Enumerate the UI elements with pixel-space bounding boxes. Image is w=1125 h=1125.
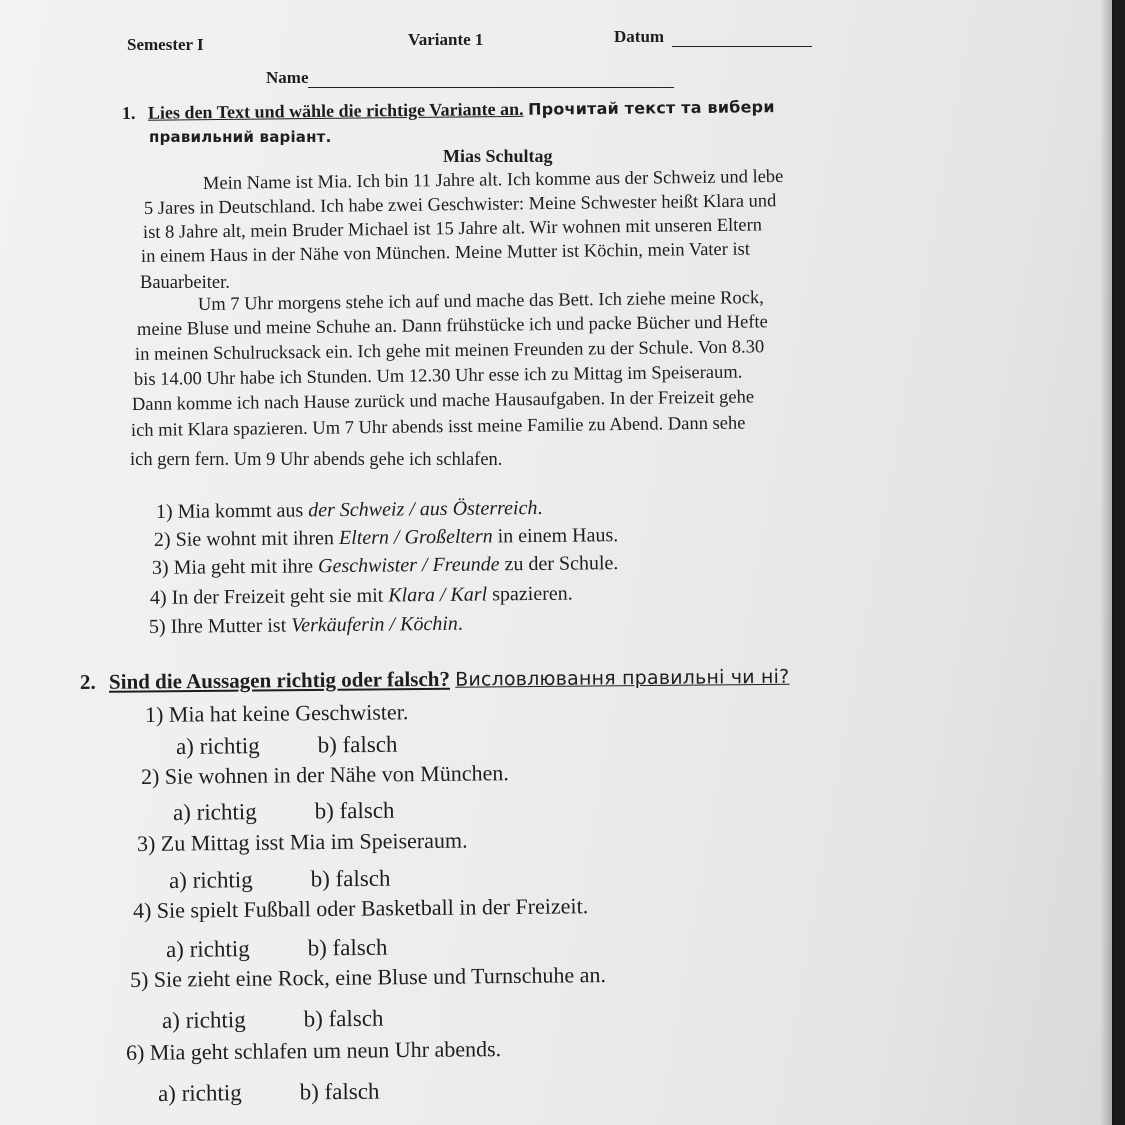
task1-question — [154, 524, 618, 552]
story-line: Um 7 Uhr morgens stehe ich auf und mache das Bett. Ich ziehe meine Rock, — [197, 288, 764, 315]
statement-number: 3) — [136, 830, 156, 856]
name-label: Name — [266, 68, 309, 87]
answer-options[interactable]: der Schweiz / aus Österreich — [308, 497, 538, 522]
question-number: 1) — [155, 500, 173, 523]
task2-statement — [141, 760, 509, 790]
task1-instruction-de: Lies den Text und wähle die richtige Variante an. — [147, 98, 524, 123]
statement-number: 4) — [132, 897, 152, 923]
answer-options[interactable]: Verkäuferin / Köchin — [291, 612, 458, 637]
task2-statement — [130, 962, 606, 993]
task1-instruction — [122, 96, 775, 124]
statement-text: Mia hat keine Geschwister. — [168, 699, 409, 727]
name-blank-line[interactable] — [308, 87, 674, 88]
task1-question — [149, 613, 463, 639]
task2-instruction-ua: Висловлювання правильні чи ні? — [455, 665, 790, 691]
option-falsch[interactable]: b) falsch — [303, 1005, 384, 1032]
question-text: Mia geht mit ihre — [173, 555, 319, 579]
question-number: 5) — [148, 615, 166, 638]
question-text-end: spazieren. — [487, 582, 573, 606]
statement-text: Sie wohnen in der Nähe von München. — [164, 760, 509, 789]
task1-instruction-ua-cont: правильний варіант. — [149, 128, 332, 146]
date-label: Datum — [614, 27, 665, 46]
option-richtig[interactable]: a) richtig — [168, 867, 253, 893]
story-line: Mein Name ist Mia. Ich bin 11 Jahre alt. Ich komme aus der Schweiz und lebe — [202, 166, 784, 194]
question-text-end: . — [537, 496, 543, 520]
statement-text: Sie spielt Fußball oder Basketball in der Freizeit. — [156, 893, 589, 923]
statement-number: 1) — [144, 701, 164, 727]
statement-number: 2) — [140, 763, 160, 789]
task1-question — [156, 497, 543, 524]
story-line: in meinen Schulrucksack ein. Ich gehe mit meinen Freunden zu der Schule. Von 8.30 — [134, 337, 765, 365]
task2-instruction-de: Sind die Aussagen richtig oder falsch? — [108, 666, 451, 694]
answer-options[interactable]: Eltern / Großeltern — [338, 525, 493, 550]
question-text-end: . — [457, 612, 463, 635]
question-text: Mia kommt aus — [177, 499, 309, 523]
question-text: Sie wohnt mit ihren — [175, 527, 340, 551]
answer-choices — [158, 1079, 380, 1107]
story-line: bis 14.00 Uhr habe ich Stunden. Um 12.30 Uhr esse ich zu Mittag im Speiseraum. — [133, 362, 743, 390]
story-line: meine Bluse und meine Schuhe an. Dann frühstücke ich und packe Bücher und Hefte — [136, 312, 768, 340]
task1-instruction-ua: Прочитай текст та вибери — [527, 97, 775, 119]
semester-label: Semester I — [127, 35, 204, 54]
task2-number: 2. — [79, 669, 96, 694]
statement-text: Zu Mittag isst Mia im Speiseraum. — [160, 827, 468, 856]
option-richtig[interactable]: a) richtig — [175, 733, 260, 759]
story-line: Bauarbeiter. — [140, 273, 230, 293]
story-line: ich gern fern. Um 9 Uhr abends gehe ich schlafen. — [130, 450, 503, 470]
option-richtig[interactable]: a) richtig — [161, 1007, 246, 1033]
variant-label: Variante 1 — [408, 30, 484, 49]
statement-number: 6) — [125, 1039, 145, 1065]
story-line: ich mit Klara spazieren. Um 7 Uhr abends isst meine Familie zu Abend. Dann sehe — [130, 413, 746, 441]
answer-options[interactable]: Klara / Karl — [388, 583, 488, 607]
name-field[interactable] — [266, 68, 674, 88]
answer-choices — [169, 866, 391, 894]
answer-choices — [173, 798, 395, 826]
option-falsch[interactable]: b) falsch — [307, 934, 388, 961]
question-text-end: in einem Haus. — [492, 524, 619, 548]
task1-number: 1. — [121, 102, 136, 123]
story-line: ist 8 Jahre alt, mein Bruder Michael ist 15 Jahre alt. Wir wohnen mit unseren Eltern — [142, 215, 763, 243]
option-falsch[interactable]: b) falsch — [310, 865, 391, 892]
question-number: 2) — [153, 528, 171, 551]
task2-statement — [133, 893, 588, 924]
task2-instruction — [80, 664, 790, 695]
answer-options[interactable]: Geschwister / Freunde — [317, 553, 500, 578]
date-field[interactable] — [614, 27, 812, 47]
option-falsch[interactable]: b) falsch — [317, 731, 398, 758]
option-falsch[interactable]: b) falsch — [299, 1078, 380, 1105]
question-number: 3) — [151, 556, 169, 579]
question-text: In der Freizeit geht sie mit — [171, 584, 389, 609]
story-line: 5 Jares in Deutschland. Ich habe zwei Geschwister: Meine Schwester heißt Klara und — [143, 191, 777, 219]
option-falsch[interactable]: b) falsch — [314, 797, 395, 824]
story-line: Dann komme ich nach Hause zurück und mache Hausaufgaben. In der Freizeit gehe — [131, 387, 755, 415]
task1-question — [152, 552, 619, 580]
answer-choices — [166, 935, 388, 963]
statement-number: 5) — [129, 966, 149, 992]
task2-statement — [137, 828, 468, 857]
task2-statement — [145, 699, 409, 728]
story-title: Mias Schultag — [443, 146, 553, 166]
question-number: 4) — [149, 586, 167, 609]
statement-text: Mia geht schlafen um neun Uhr abends. — [149, 1036, 502, 1065]
date-blank-line[interactable] — [672, 46, 812, 47]
answer-choices — [162, 1006, 384, 1034]
option-richtig[interactable]: a) richtig — [157, 1080, 242, 1106]
option-richtig[interactable]: a) richtig — [165, 936, 250, 962]
answer-choices — [176, 732, 398, 760]
task2-statement — [126, 1036, 501, 1066]
question-text-end: zu der Schule. — [499, 552, 619, 576]
statement-text: Sie zieht eine Rock, eine Bluse und Turnschuhe an. — [153, 962, 607, 992]
option-richtig[interactable]: a) richtig — [172, 799, 257, 825]
task1-question — [150, 583, 573, 610]
question-text: Ihre Mutter ist — [170, 614, 292, 638]
story-line: in einem Haus in der Nähe von München. Meine Mutter ist Köchin, mein Vater ist — [140, 239, 751, 267]
page-edge-shadow — [1100, 0, 1114, 1125]
